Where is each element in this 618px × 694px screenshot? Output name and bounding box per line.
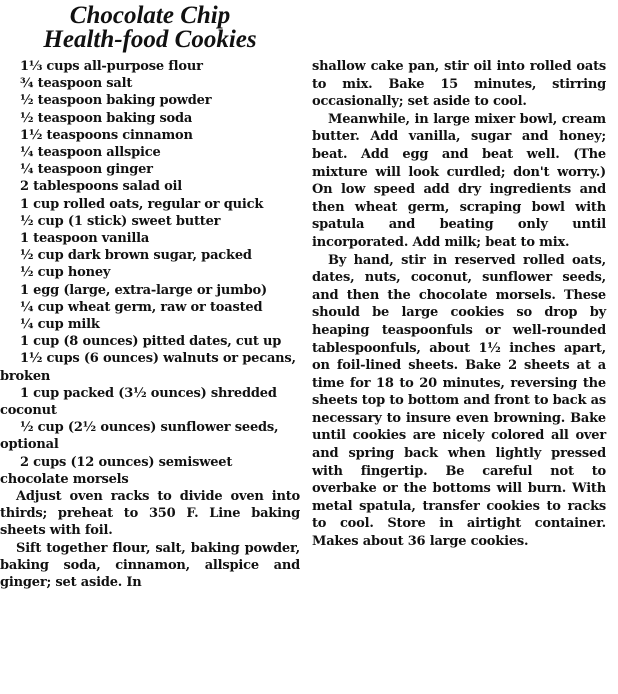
- left-column: [0, 0, 300, 591]
- directions-left: [0, 488, 300, 591]
- ingredient-item: ½ teaspoon baking powder: [20, 93, 212, 109]
- direction-paragraph: Adjust oven racks to divide oven into thirds; preheat to 350 F. Line baking sheets with foil.: [0, 489, 300, 539]
- ingredient-item: ½ teaspoon baking soda: [20, 110, 193, 126]
- direction-paragraph: Sift together flour, salt, baking powder, baking soda, cinnamon, allspice and ginger; set aside. In: [0, 540, 300, 591]
- ingredient-item: 1 cup (8 ounces) pitted dates, cut up: [20, 334, 282, 350]
- direction-paragraph: Meanwhile, in large mixer bowl, cream butter. Add vanilla, sugar and honey; beat. Add egg and beat well. (The mixture will look curdled; don't worry.) On low speed add dry ingredients and then wheat germ, scraping bowl with spatula and beating only until incorporated. Add milk; beat to mix.: [312, 111, 606, 250]
- ingredient-item: 1 egg (large, extra-large or jumbo): [20, 282, 267, 298]
- ingredient-list: [0, 58, 300, 488]
- ingredient-item: ¾ teaspoon salt: [20, 76, 133, 92]
- recipe-title: [0, 4, 300, 52]
- ingredient-item: 1 cup rolled oats, regular or quick: [20, 196, 264, 212]
- ingredient-item: ½ cup honey: [20, 265, 111, 281]
- right-column: [312, 58, 606, 551]
- ingredient-item: 1½ cups (6 ounces) walnuts or pecans, broken: [0, 351, 296, 384]
- ingredient-item: ¼ cup wheat germ, raw or toasted: [20, 299, 263, 315]
- ingredient-item: 1⅓ cups all-purpose flour: [20, 59, 203, 74]
- ingredient-item: ½ cup dark brown sugar, packed: [20, 248, 252, 264]
- ingredient-item: ½ cup (1 stick) sweet butter: [20, 213, 221, 229]
- recipe-title-line-1: Chocolate Chip: [69, 2, 231, 29]
- ingredient-item: 1 cup packed (3½ ounces) shredded coconut: [0, 385, 277, 419]
- ingredient-item: ¼ cup milk: [20, 317, 100, 333]
- ingredient-item: ½ cup (2½ ounces) sunflower seeds, optional: [0, 420, 279, 453]
- direction-paragraph: By hand, stir in reserved rolled oats, dates, nuts, coconut, sunflower seeds, and then the chocolate morsels. These should be large cookies so drop by heaping teaspoonfuls or well-rounded tablespoonfuls, about 1½ inches apart, on foil-lined sheets. Bake 2 sheets at a time for 18 to 20 minutes, reversing the sheets top to bottom and front to back as necessary to insure even browning. Bake until cookies are nicely colored all over and spring back when lightly pressed with fingertip. Be careful not to overbake or the bottoms will burn. With metal spatula, transfer cookies to racks to cool. Store in airtight container. Makes about 36 large cookies.: [312, 252, 606, 550]
- recipe-title-line-2: Health-food Cookies: [43, 26, 257, 53]
- ingredient-item: 2 tablespoons salad oil: [20, 179, 183, 195]
- ingredient-item: ¼ teaspoon allspice: [20, 145, 161, 161]
- ingredient-item: 1½ teaspoons cinnamon: [20, 127, 193, 143]
- direction-paragraph: shallow cake pan, stir oil into rolled oats to mix. Bake 15 minutes, stirring occasionally; set aside to cool.: [312, 59, 606, 110]
- ingredient-item: 2 cups (12 ounces) semisweet chocolate morsels: [0, 454, 233, 487]
- ingredient-item: 1 teaspoon vanilla: [20, 231, 150, 247]
- ingredient-item: ¼ teaspoon ginger: [20, 162, 153, 178]
